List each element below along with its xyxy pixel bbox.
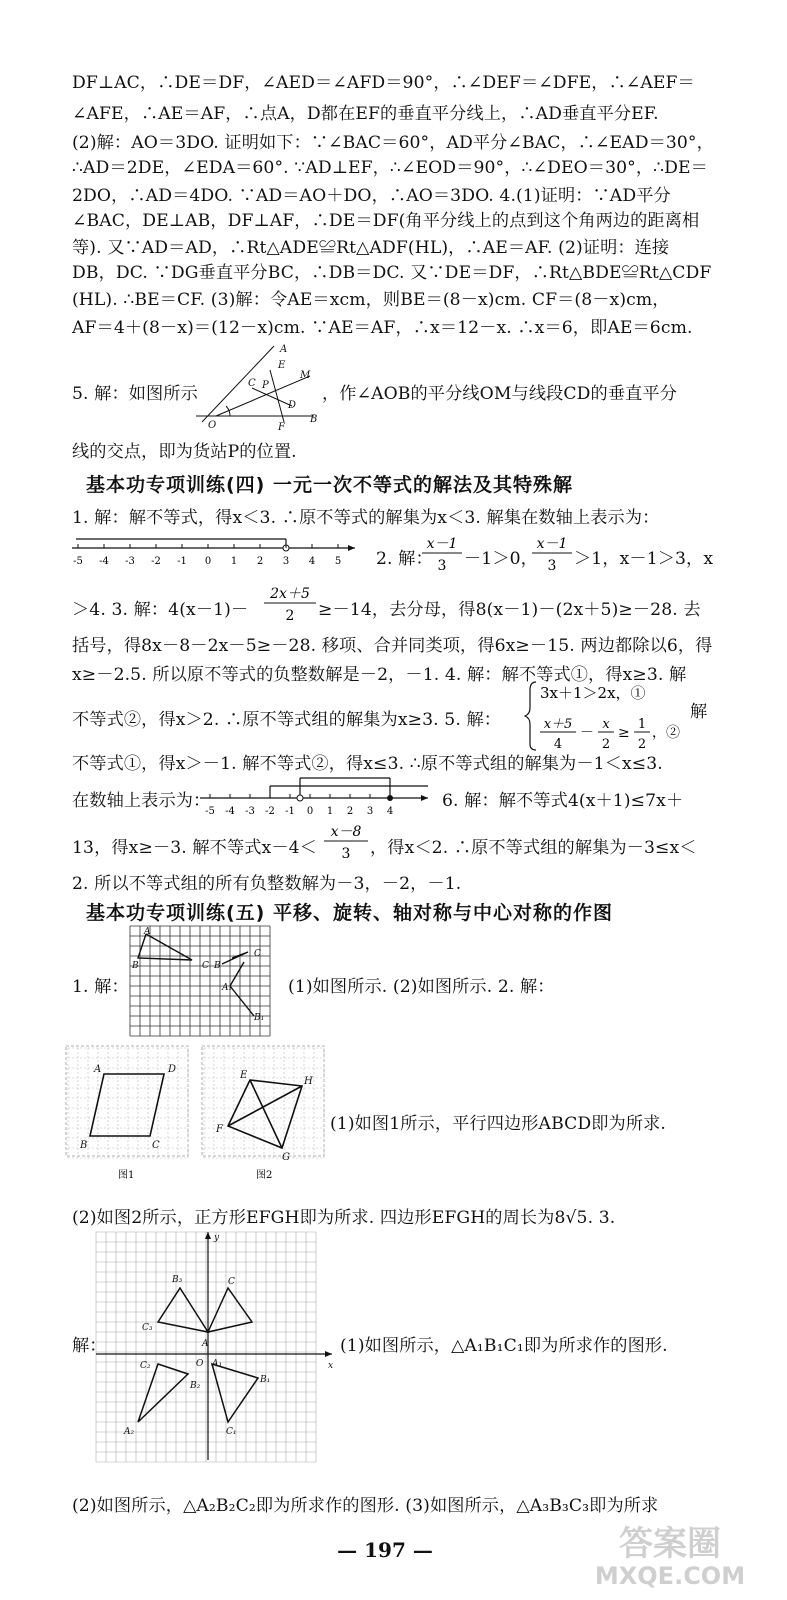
- svg-text:C: C: [202, 961, 209, 971]
- text-line: DB，DC. ∵DG垂直平分BC，∴DB＝DC. 又∵DE＝DF，∴Rt△BDE≌Rt△CDF: [72, 263, 712, 283]
- svg-text:E: E: [240, 1070, 248, 1081]
- tick-label: -4: [99, 556, 109, 567]
- text-line: 不等式①，得x＞－1. 解不等式②，得x≤3. ∴原不等式组的解集为－1＜x≤3.: [72, 754, 663, 774]
- text-line: 2. 所以不等式组的所有负整数解为－3，－2，－1.: [72, 874, 462, 894]
- text-line: 5. 解：如图所示: [72, 384, 198, 404]
- tick-label: 4: [308, 556, 316, 567]
- svg-text:C: C: [228, 1277, 235, 1287]
- tick-label: 5: [334, 556, 342, 567]
- figure-2-square: [200, 1044, 326, 1184]
- fraction-denominator: 3: [437, 558, 447, 574]
- text-line: ，作∠AOB的平分线OM与线段CD的垂直平分: [322, 384, 677, 404]
- svg-text:B₁: B₁: [254, 1013, 265, 1023]
- tick-label: -4: [225, 806, 235, 817]
- fraction-denominator: 2: [285, 608, 295, 624]
- svg-text:B₂: B₂: [190, 1381, 201, 1391]
- tick-label: -2: [151, 556, 161, 567]
- text-line: DF⊥AC，∴DE＝DF，∠AED＝∠AFD＝90°，∴∠DEF＝∠DFE，∴∠AEF＝: [72, 73, 695, 93]
- coordinate-grid-figure: [92, 1228, 336, 1464]
- text-line: x≥－2.5. 所以原不等式的负整数解是－2，－1. 4. 解：解不等式①，得x≥3. 解: [72, 665, 687, 685]
- y-axis-label: y: [214, 1233, 220, 1243]
- text-line: 2DO，∴AD＝4DO. ∵AD＝AO＋DO，∴AO＝3DO. 4.(1)证明：∵AD平分: [72, 186, 671, 206]
- tick-label: 2: [256, 556, 264, 567]
- svg-text:A: A: [94, 1064, 102, 1075]
- svg-text:O: O: [208, 420, 217, 431]
- text-line: ≥－14，去分母，得8(x－1)－(2x＋5)≥－28. 去: [318, 600, 701, 620]
- svg-text:G: G: [282, 1152, 290, 1163]
- geq-sign: ≥: [618, 725, 630, 741]
- inequality-system: [524, 678, 704, 754]
- figure-caption: 图1: [118, 1170, 135, 1181]
- text-line: 1. 解：解不等式，得x＜3. ∴原不等式的解集为x＜3. 解集在数轴上表示为：: [72, 508, 660, 528]
- text-line: －1＞0，: [464, 549, 538, 569]
- svg-text:D: D: [288, 400, 297, 411]
- svg-text:H: H: [304, 1076, 313, 1087]
- tick-label: -5: [205, 806, 215, 817]
- tick-label: -3: [125, 556, 135, 567]
- text-line: (2)解：AO＝3DO. 证明如下：∵∠BAC＝60°，AD平分∠BAC，∴∠EAD＝30°，: [72, 133, 714, 153]
- svg-text:A₁: A₁: [212, 1359, 223, 1369]
- text-line: (2)如图所示，△A₂B₂C₂即为所求作的图形. (3)如图所示，△A₃B₃C₃即为所求: [72, 1496, 659, 1516]
- fraction-numerator: 1: [637, 717, 647, 732]
- text-line: 6. 解：解不等式4(x＋1)≤7x＋: [442, 791, 684, 811]
- svg-text:D: D: [168, 1064, 177, 1075]
- text-line: (HL). ∴BE＝CF. (3)解：令AE＝xcm，则BE＝(8－x)cm. CF＝(8－x)cm，: [72, 290, 670, 310]
- text-line: (2)如图2所示，正方形EFGH即为所求. 四边形EFGH的周长为8√5. 3.: [72, 1208, 616, 1228]
- svg-text:C: C: [248, 378, 256, 389]
- svg-text:B₁: B₁: [260, 1375, 271, 1385]
- svg-text:C₁: C₁: [226, 1427, 237, 1437]
- system-row-2-tail: ，②: [652, 725, 680, 741]
- tick-label: 1: [230, 556, 238, 567]
- number-line-2: [198, 772, 434, 820]
- fraction-numerator: x: [602, 717, 610, 732]
- fraction-denominator: 3: [341, 846, 351, 862]
- tick-label: -2: [265, 806, 275, 817]
- text-line: 线的交点，即为货站P的位置.: [72, 442, 297, 462]
- text-line: (1)如图所示，△A₁B₁C₁即为所求作的图形.: [340, 1336, 668, 1356]
- figure-1-parallelogram: [64, 1044, 190, 1184]
- text-line: ，得x＜2. ∴原不等式组的解集为－3≤x＜: [370, 838, 697, 858]
- tick-label: 0: [306, 806, 314, 817]
- svg-text:M: M: [300, 370, 311, 381]
- tick-label: 1: [326, 806, 334, 817]
- fraction: [262, 582, 318, 626]
- watermark-logo-text: 答案圈: [619, 1524, 721, 1564]
- fraction-denominator: 4: [553, 737, 563, 752]
- svg-text:B: B: [214, 961, 221, 971]
- fraction-numerator: x－1: [426, 536, 458, 552]
- text-line: 解：: [72, 1336, 107, 1356]
- minus-sign: －: [580, 725, 594, 741]
- section-title-4: 基本功专项训练(四) 一元一次不等式的解法及其特殊解: [86, 474, 573, 496]
- text-line: ＞4. 3. 解：4(x－1)－: [72, 600, 249, 620]
- text-line: 不等式②，得x＞2. ∴原不等式组的解集为x≥3. 5. 解：: [72, 710, 502, 730]
- fraction: [530, 532, 574, 576]
- text-line: 13，得x≥－3. 解不等式x－4＜: [72, 838, 317, 858]
- figure-caption: 图2: [256, 1170, 273, 1181]
- text-line: 在数轴上表示为：: [72, 791, 211, 811]
- fraction-denominator: 2: [601, 737, 611, 752]
- text-line: ∴AD＝2DE，∠EDA＝60°. ∵AD⊥EF，∴∠EOD＝90°，∴∠DEO＝30°，∴DE＝: [72, 158, 708, 178]
- svg-text:F: F: [278, 422, 285, 432]
- x-axis-label: x: [328, 1361, 334, 1371]
- text-line: 等). 又∵AD＝AD，∴Rt△ADE≌Rt△ADF(HL)，∴AE＝AF. (2)证明：连接: [72, 238, 670, 258]
- svg-text:B: B: [80, 1140, 88, 1151]
- svg-text:A: A: [280, 344, 288, 355]
- text-line: (1)如图1所示，平行四边形ABCD即为所求.: [330, 1114, 666, 1134]
- fraction: [420, 532, 464, 576]
- text-line: 括号，得8x－8－2x－5≥－28. 移项、合并同类项，得6x≥－15. 两边都除以6，得: [72, 636, 713, 656]
- grid-figure-translation-rotation: [128, 924, 274, 1042]
- tick-label: 0: [204, 556, 212, 567]
- svg-text:C₃: C₃: [142, 1323, 153, 1333]
- fraction-numerator: x＋5: [543, 717, 573, 732]
- svg-text:B₃: B₃: [172, 1275, 183, 1285]
- text-line: ＞1，x－1＞3，x: [574, 549, 714, 569]
- fraction-numerator: x－1: [536, 536, 568, 552]
- svg-text:F: F: [216, 1124, 223, 1135]
- number-line-1: [70, 530, 360, 570]
- fraction: [322, 820, 370, 864]
- svg-text:C: C: [152, 1140, 160, 1151]
- section-title-5: 基本功专项训练(五) 平移、旋转、轴对称与中心对称的作图: [86, 902, 613, 924]
- text-line: AF＝4＋(8－x)＝(12－x)cm. ∵AE＝AF，∴x＝12－x. ∴x＝6，即AE＝6cm.: [72, 318, 693, 338]
- fraction-denominator: 3: [547, 558, 557, 574]
- svg-text:B: B: [310, 414, 318, 425]
- svg-text:P: P: [262, 380, 269, 391]
- svg-text:A: A: [144, 927, 151, 937]
- svg-text:C₂: C₂: [140, 1361, 151, 1371]
- tick-label: 3: [282, 556, 290, 567]
- svg-text:O: O: [196, 1359, 204, 1369]
- system-row-1: 3x＋1＞2x，①: [540, 684, 646, 702]
- watermark-url: MXQE.COM: [594, 1562, 746, 1590]
- svg-text:B: B: [132, 961, 139, 971]
- page-number: — 197 —: [337, 1538, 433, 1562]
- tick-label: -3: [245, 806, 255, 817]
- text-line: 2. 解：: [376, 549, 433, 569]
- tick-label: -5: [73, 556, 83, 567]
- fraction-denominator: 2: [637, 737, 647, 752]
- text-line: ∠AFE，∴AE＝AF，∴点A，D都在EF的垂直平分线上，∴AD垂直平分EF.: [72, 104, 659, 124]
- svg-text:C: C: [254, 949, 261, 959]
- tick-label: -1: [285, 806, 295, 817]
- text-line: 解: [690, 702, 708, 722]
- tick-label: 3: [366, 806, 374, 817]
- fraction-numerator: 2x＋5: [270, 586, 310, 602]
- text-line: ∠BAC，DE⊥AB，DF⊥AF，∴DE＝DF(角平分线上的点到这个角两边的距离相: [72, 211, 700, 231]
- svg-text:A₂: A₂: [124, 1427, 135, 1437]
- svg-text:A: A: [202, 1339, 209, 1349]
- tick-label: -1: [177, 556, 187, 567]
- tick-label: 4: [386, 806, 394, 817]
- text-line: (1)如图所示. (2)如图所示. 2. 解：: [288, 977, 555, 997]
- tick-label: 2: [346, 806, 354, 817]
- watermark: [560, 1510, 780, 1600]
- svg-text:E: E: [278, 360, 286, 371]
- geometry-figure-angle-bisector: [192, 340, 322, 432]
- fraction-numerator: x－8: [330, 824, 362, 840]
- svg-text:A₁: A₁: [222, 983, 233, 993]
- text-line: 1. 解：: [72, 977, 129, 997]
